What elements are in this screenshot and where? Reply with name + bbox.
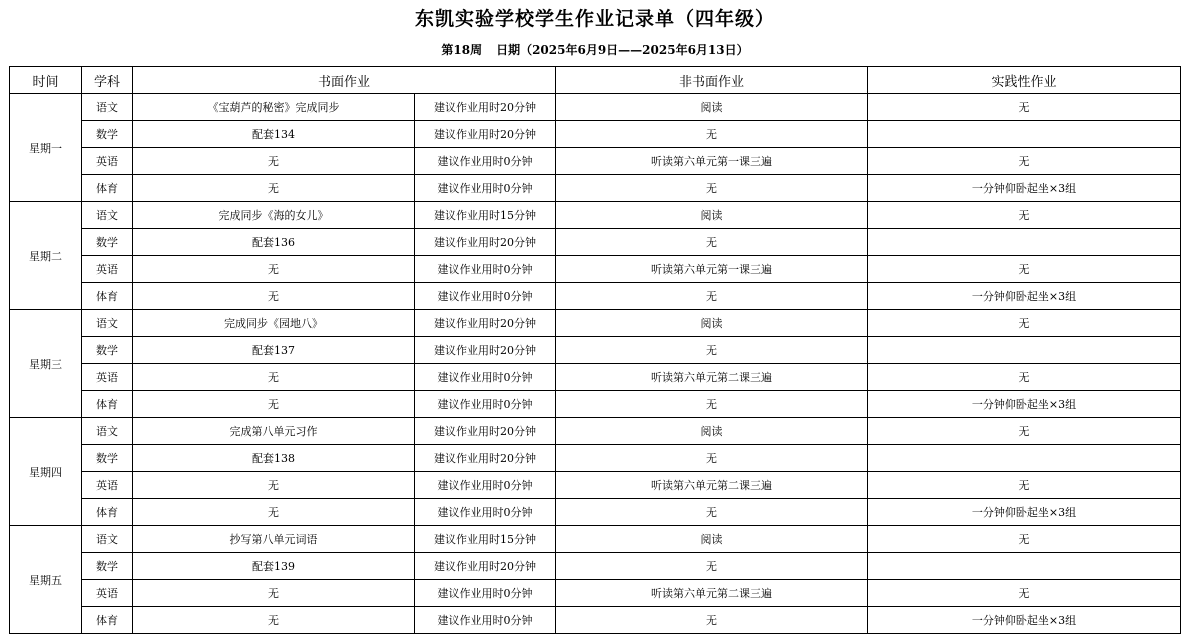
non-written-cell: 听读第六单元第一课三遍: [556, 148, 868, 175]
duration-cell: 建议作业用时0分钟: [415, 391, 556, 418]
non-written-cell: 听读第六单元第二课三遍: [556, 472, 868, 499]
table-row: [10, 418, 1181, 445]
subject-cell: 语文: [82, 418, 133, 445]
subject-cell: 数学: [82, 337, 133, 364]
written-cell: 无: [133, 499, 415, 526]
written-cell: 配套139: [133, 553, 415, 580]
table-row: [10, 445, 1181, 472]
practice-cell: 无: [868, 310, 1181, 337]
header-non-written: 非书面作业: [556, 67, 868, 94]
practice-cell: 无: [868, 472, 1181, 499]
duration-cell: 建议作业用时20分钟: [415, 229, 556, 256]
written-cell: 配套138: [133, 445, 415, 472]
subject-cell: 英语: [82, 256, 133, 283]
non-written-cell: 无: [556, 175, 868, 202]
table-row: [10, 202, 1181, 229]
table-row: [10, 283, 1181, 310]
subject-cell: 体育: [82, 391, 133, 418]
written-cell: 无: [133, 580, 415, 607]
header-time: 时间: [10, 67, 82, 94]
non-written-cell: 阅读: [556, 202, 868, 229]
written-cell: 无: [133, 391, 415, 418]
written-cell: 无: [133, 283, 415, 310]
table-row: [10, 391, 1181, 418]
duration-cell: 建议作业用时0分钟: [415, 499, 556, 526]
homework-table: [9, 66, 1181, 634]
practice-cell: 无: [868, 256, 1181, 283]
duration-cell: 建议作业用时0分钟: [415, 580, 556, 607]
subject-cell: 英语: [82, 364, 133, 391]
non-written-cell: 阅读: [556, 526, 868, 553]
practice-cell: [868, 337, 1181, 364]
practice-cell: 无: [868, 364, 1181, 391]
table-row: [10, 499, 1181, 526]
non-written-cell: 阅读: [556, 418, 868, 445]
non-written-cell: 听读第六单元第二课三遍: [556, 580, 868, 607]
practice-cell: 一分钟仰卧起坐×3组: [868, 607, 1181, 634]
practice-cell: 无: [868, 418, 1181, 445]
duration-cell: 建议作业用时0分钟: [415, 256, 556, 283]
duration-cell: 建议作业用时20分钟: [415, 418, 556, 445]
practice-cell: 一分钟仰卧起坐×3组: [868, 391, 1181, 418]
practice-cell: [868, 229, 1181, 256]
header-practice: 实践性作业: [868, 67, 1181, 94]
written-cell: 配套134: [133, 121, 415, 148]
subject-cell: 英语: [82, 148, 133, 175]
non-written-cell: 无: [556, 283, 868, 310]
practice-cell: 无: [868, 202, 1181, 229]
subject-cell: 语文: [82, 526, 133, 553]
written-cell: 抄写第八单元词语: [133, 526, 415, 553]
subject-cell: 语文: [82, 310, 133, 337]
non-written-cell: 无: [556, 391, 868, 418]
table-row: [10, 94, 1181, 121]
duration-cell: 建议作业用时0分钟: [415, 148, 556, 175]
written-cell: 配套137: [133, 337, 415, 364]
practice-cell: 无: [868, 94, 1181, 121]
day-cell: 星期四: [10, 418, 82, 526]
practice-cell: 无: [868, 526, 1181, 553]
written-cell: 无: [133, 364, 415, 391]
duration-cell: 建议作业用时0分钟: [415, 283, 556, 310]
table-row: [10, 526, 1181, 553]
day-cell: 星期二: [10, 202, 82, 310]
practice-cell: [868, 445, 1181, 472]
written-cell: 无: [133, 607, 415, 634]
duration-cell: 建议作业用时20分钟: [415, 94, 556, 121]
written-cell: 无: [133, 148, 415, 175]
table-row: [10, 337, 1181, 364]
practice-cell: 无: [868, 580, 1181, 607]
table-row: [10, 607, 1181, 634]
non-written-cell: 无: [556, 337, 868, 364]
day-cell: 星期五: [10, 526, 82, 634]
non-written-cell: 无: [556, 607, 868, 634]
duration-cell: 建议作业用时20分钟: [415, 337, 556, 364]
subject-cell: 体育: [82, 607, 133, 634]
duration-cell: 建议作业用时20分钟: [415, 310, 556, 337]
table-row: [10, 229, 1181, 256]
written-cell: 完成同步《园地八》: [133, 310, 415, 337]
duration-cell: 建议作业用时20分钟: [415, 445, 556, 472]
day-cell: 星期三: [10, 310, 82, 418]
subject-cell: 体育: [82, 283, 133, 310]
header-subject: 学科: [82, 67, 133, 94]
table-row: [10, 148, 1181, 175]
written-cell: 配套136: [133, 229, 415, 256]
practice-cell: 一分钟仰卧起坐×3组: [868, 175, 1181, 202]
week-label: 第18周: [441, 43, 483, 57]
table-row: [10, 472, 1181, 499]
non-written-cell: 无: [556, 553, 868, 580]
non-written-cell: 听读第六单元第一课三遍: [556, 256, 868, 283]
document-title: 东凯实验学校学生作业记录单（四年级）: [414, 8, 775, 30]
subject-cell: 英语: [82, 580, 133, 607]
table-row: [10, 256, 1181, 283]
table-row: [10, 175, 1181, 202]
non-written-cell: 阅读: [556, 94, 868, 121]
duration-cell: 建议作业用时15分钟: [415, 526, 556, 553]
practice-cell: [868, 121, 1181, 148]
written-cell: 无: [133, 256, 415, 283]
non-written-cell: 无: [556, 121, 868, 148]
subject-cell: 数学: [82, 121, 133, 148]
practice-cell: 一分钟仰卧起坐×3组: [868, 499, 1181, 526]
duration-cell: 建议作业用时0分钟: [415, 607, 556, 634]
day-cell: 星期一: [10, 94, 82, 202]
duration-cell: 建议作业用时0分钟: [415, 175, 556, 202]
duration-cell: 建议作业用时20分钟: [415, 553, 556, 580]
table-row: [10, 553, 1181, 580]
header-row: [10, 67, 1181, 94]
table-row: [10, 364, 1181, 391]
non-written-cell: 听读第六单元第二课三遍: [556, 364, 868, 391]
subject-cell: 体育: [82, 175, 133, 202]
practice-cell: [868, 553, 1181, 580]
subject-cell: 数学: [82, 445, 133, 472]
subject-cell: 语文: [82, 202, 133, 229]
written-cell: 完成第八单元习作: [133, 418, 415, 445]
subject-cell: 体育: [82, 499, 133, 526]
written-cell: 完成同步《海的女儿》: [133, 202, 415, 229]
subject-cell: 语文: [82, 94, 133, 121]
duration-cell: 建议作业用时15分钟: [415, 202, 556, 229]
written-cell: 《宝葫芦的秘密》完成同步: [133, 94, 415, 121]
duration-cell: 建议作业用时20分钟: [415, 121, 556, 148]
practice-cell: 无: [868, 148, 1181, 175]
header-written: 书面作业: [133, 67, 556, 94]
date-range: 日期（2025年6月9日——2025年6月13日）: [496, 43, 749, 57]
subject-cell: 数学: [82, 229, 133, 256]
non-written-cell: 阅读: [556, 310, 868, 337]
non-written-cell: 无: [556, 499, 868, 526]
subject-cell: 英语: [82, 472, 133, 499]
table-row: [10, 121, 1181, 148]
written-cell: 无: [133, 472, 415, 499]
document-subtitle: [0, 42, 1190, 58]
written-cell: 无: [133, 175, 415, 202]
duration-cell: 建议作业用时0分钟: [415, 472, 556, 499]
table-body: [10, 94, 1181, 634]
table-row: [10, 310, 1181, 337]
subject-cell: 数学: [82, 553, 133, 580]
non-written-cell: 无: [556, 229, 868, 256]
table-row: [10, 580, 1181, 607]
duration-cell: 建议作业用时0分钟: [415, 364, 556, 391]
non-written-cell: 无: [556, 445, 868, 472]
practice-cell: 一分钟仰卧起坐×3组: [868, 283, 1181, 310]
